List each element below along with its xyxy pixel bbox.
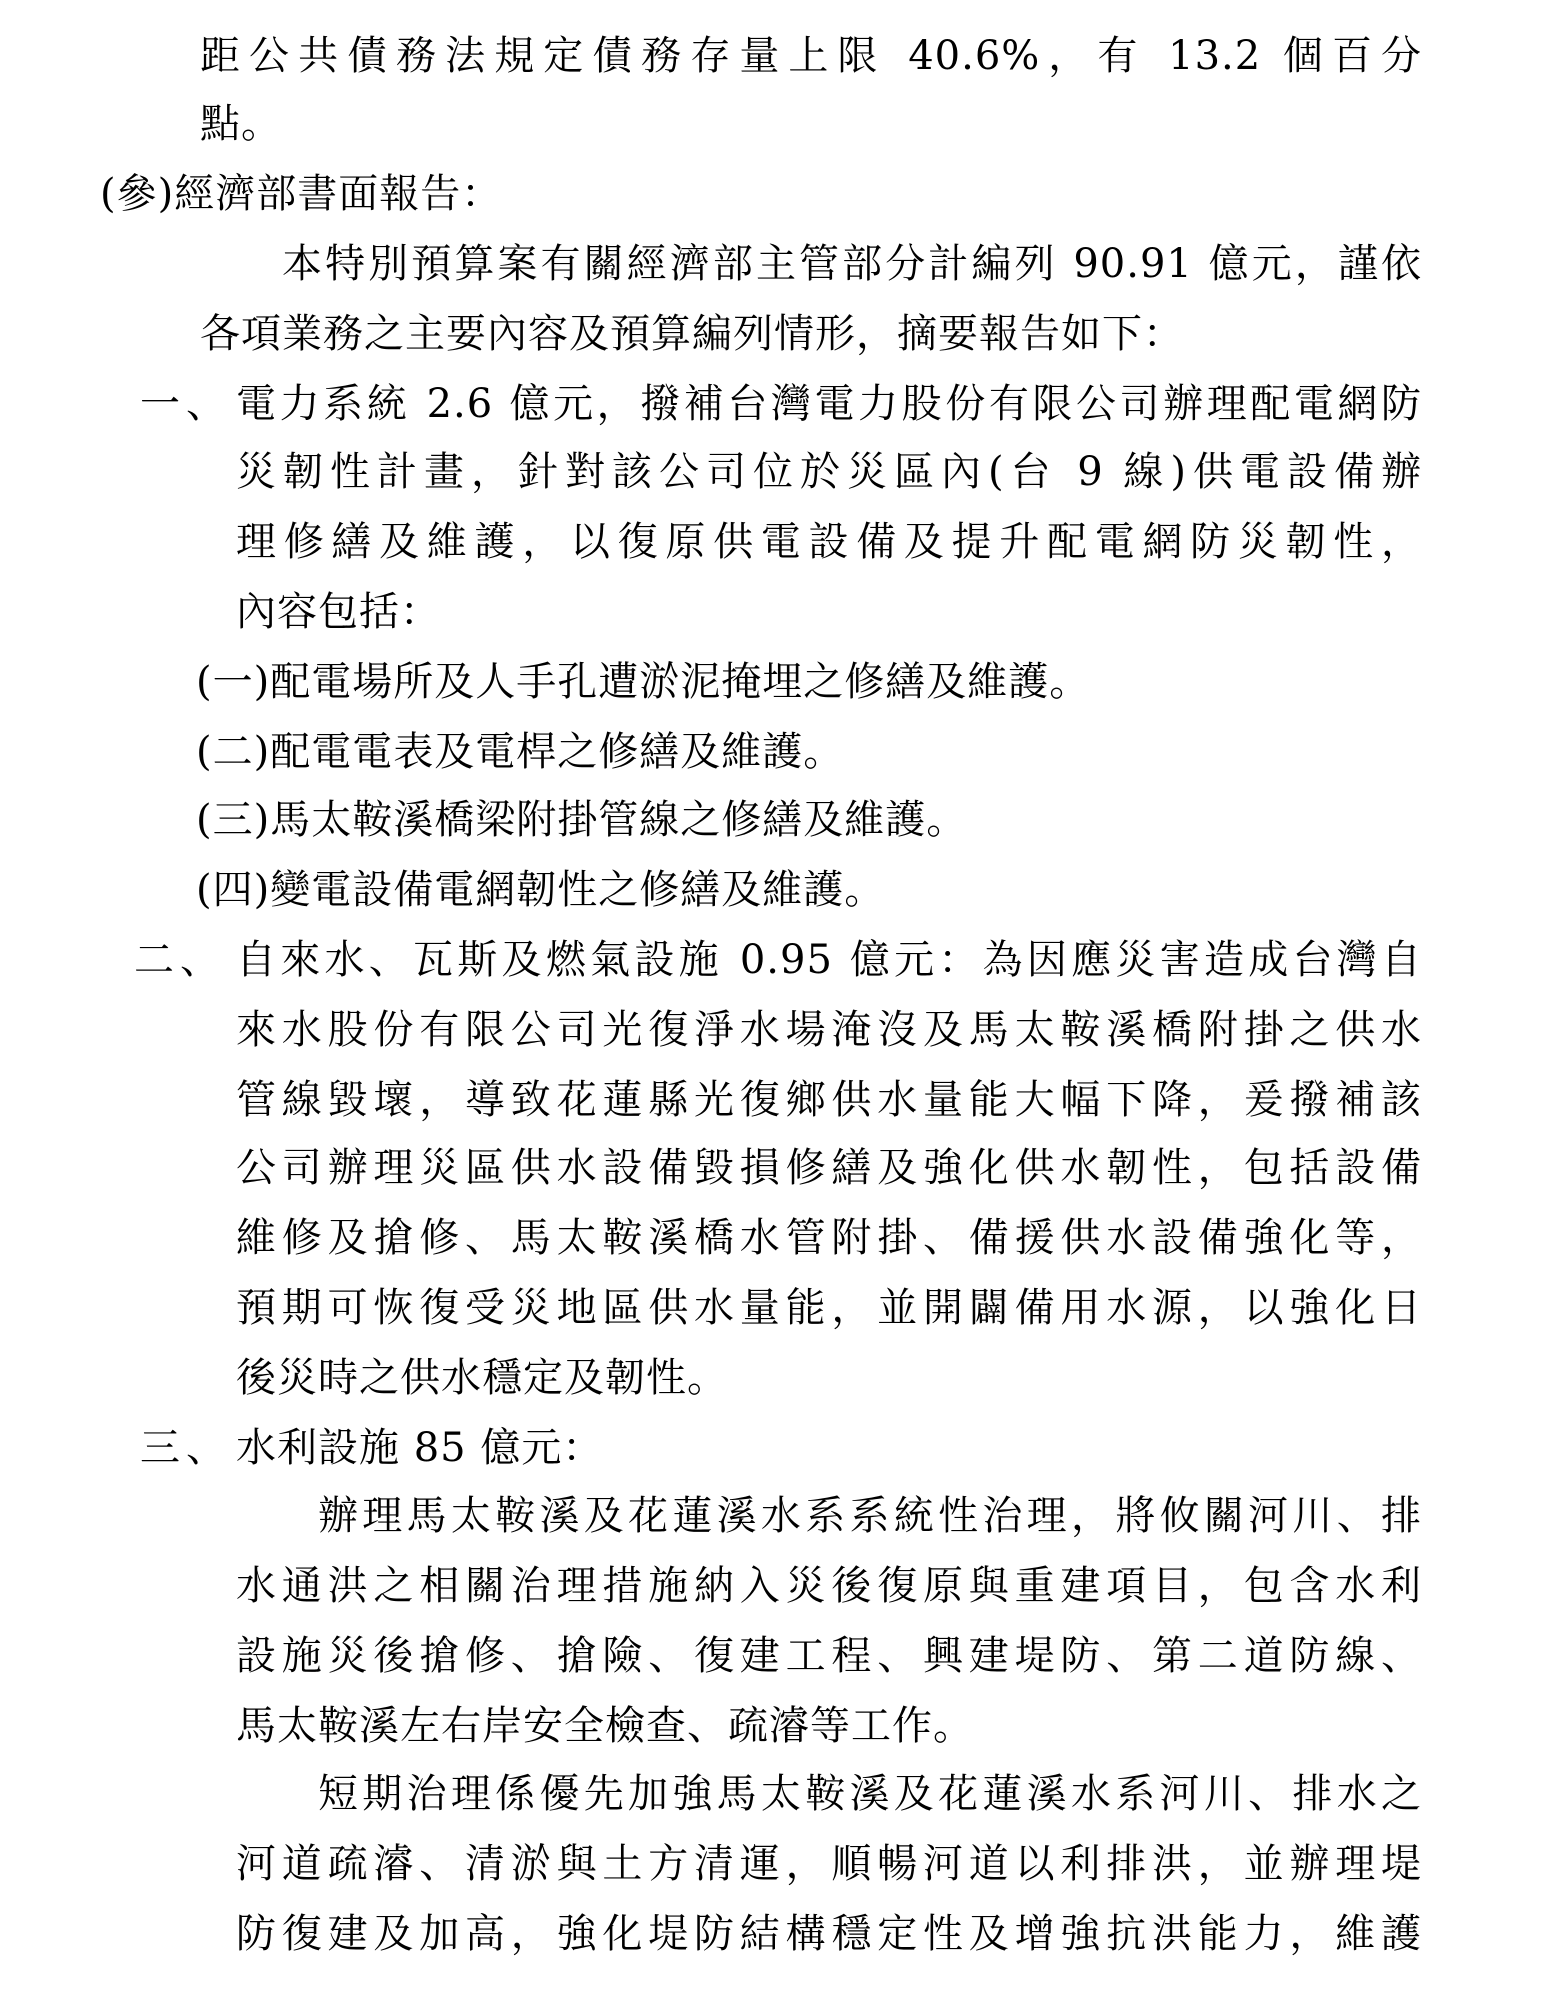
text-line: 後災時之供水穩定及韌性。 <box>236 1355 728 1401</box>
text-line: 各項業務之主要內容及預算編列情形，摘要報告如下： <box>200 311 1184 357</box>
text-line: 災韌性計畫，針對該公司位於災區內(台 9 線)供電設備辦 <box>236 449 1422 495</box>
text-line: 自來水、瓦斯及燃氣設施 0.95 億元：為因應災害造成台灣自 <box>236 937 1422 983</box>
text-line: 本特別預算案有關經濟部主管部分計編列 90.91 億元，謹依 <box>282 241 1422 287</box>
text-line: 河道疏濬、清淤與土方清運，順暢河道以利排洪，並辦理堤 <box>236 1841 1422 1887</box>
text-line: 馬太鞍溪左右岸安全檢查、疏濬等工作。 <box>236 1703 974 1749</box>
sub-list-item: (三)馬太鞍溪橋梁附掛管線之修繕及維護。 <box>196 797 968 843</box>
text-line: 設施災後搶修、搶險、復建工程、興建堤防、第二道防線、 <box>236 1633 1422 1679</box>
text-line: 水通洪之相關治理措施納入災後復原與重建項目，包含水利 <box>236 1563 1422 1609</box>
sub-list-item: (一)配電場所及人手孔遭淤泥掩埋之修繕及維護。 <box>196 659 1091 705</box>
text-line: 預期可恢復受災地區供水量能，並開闢備用水源，以強化日 <box>236 1285 1422 1331</box>
text-line: 來水股份有限公司光復淨水場淹沒及馬太鞍溪橋附掛之供水 <box>236 1007 1422 1053</box>
text-line: 公司辦理災區供水設備毀損修繕及強化供水韌性，包括設備 <box>236 1145 1422 1191</box>
sub-list-item: (二)配電電表及電桿之修繕及維護。 <box>196 729 845 775</box>
text-line: 點。 <box>200 101 282 147</box>
list-marker: 一、 <box>140 381 232 427</box>
list-marker: 三、 <box>140 1425 232 1471</box>
text-line: 水利設施 85 億元： <box>236 1425 604 1471</box>
text-line: 管線毀壞，導致花蓮縣光復鄉供水量能大幅下降，爰撥補該 <box>236 1077 1422 1123</box>
text-line: 理修繕及維護，以復原供電設備及提升配電網防災韌性， <box>236 519 1422 565</box>
text-line: 電力系統 2.6 億元，撥補台灣電力股份有限公司辦理配電網防 <box>236 381 1422 427</box>
list-marker: 二、 <box>134 937 226 983</box>
text-line: 距公共債務法規定債務存量上限 40.6%，有 13.2 個百分 <box>200 33 1422 79</box>
text-line: 短期治理係優先加強馬太鞍溪及花蓮溪水系河川、排水之 <box>318 1771 1422 1817</box>
sub-list-item: (四)變電設備電網韌性之修繕及維護。 <box>196 867 886 913</box>
text-line: 防復建及加高，強化堤防結構穩定性及增強抗洪能力，維護 <box>236 1911 1422 1957</box>
section-heading: (參)經濟部書面報告： <box>100 171 503 217</box>
text-line: 內容包括： <box>236 589 441 635</box>
text-line: 維修及搶修、馬太鞍溪橋水管附掛、備援供水設備強化等， <box>236 1215 1422 1261</box>
text-line: 辦理馬太鞍溪及花蓮溪水系系統性治理，將攸關河川、排 <box>318 1493 1422 1539</box>
